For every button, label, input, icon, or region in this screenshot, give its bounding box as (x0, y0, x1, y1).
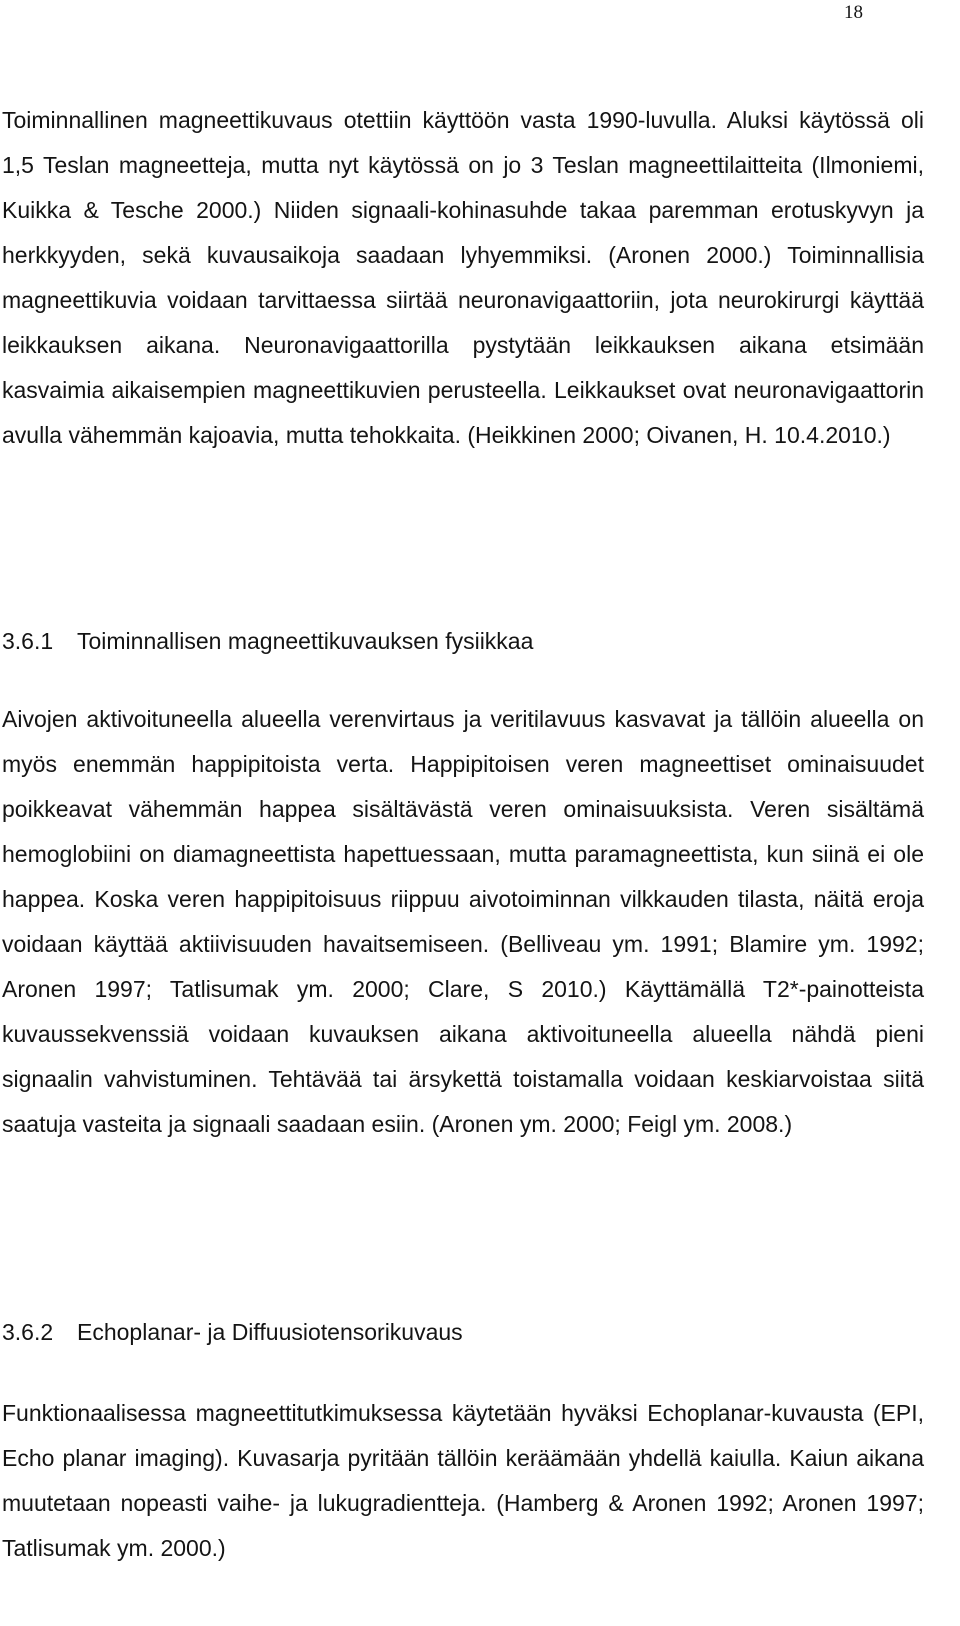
paragraph-physics: Aivojen aktivoituneella alueella verenvirtaus ja veritilavuus kasvavat ja tällöin alueella on myös enemmän happipitoista verta. Happipitoisen veren magneettiset ominaisuudet poikkeavat vähemmän happea sisältävästä veren ominaisuuksista. Veren sisältämä hemoglobiini on diamagneettista hapettuessaan, mutta paramagneettista, kun siinä ei ole happea. Koska veren happipitoisuus riippuu aivotoiminnan vilkkauden tilasta, näitä eroja voidaan käyttää aktiivisuuden havaitsemiseen. (Belliveau ym. 1991; Blamire ym. 1992; Aronen 1997; Tatlisumak ym. 2000; Clare, S 2010.) Käyttämällä T2*-painotteista kuvaussekvenssiä voidaan kuvauksen aikana aktivoituneella alueella nähdä pieni signaalin vahvistuminen. Tehtävää tai ärsykettä toistamalla voidaan keskiarvoistaa siitä saatuja vasteita ja signaali saadaan esiin. (Aronen ym. 2000; Feigl ym. 2008.) (2, 706, 924, 1137)
paragraph-echoplanar: Funktionaalisessa magneettitutkimuksessa käytetään hyväksi Echoplanar-kuvausta (EPI, Echo planar imaging). Kuvasarja pyritään tällöin keräämään yhdellä kaiulla. Kaiun aikana muutetaan nopeasti vaihe- ja lukugradientteja. (Hamberg & Aronen 1992; Aronen 1997; Tatlisumak ym. 2000.) (2, 1400, 924, 1561)
section-title: Toiminnallisen magneettikuvauksen fysiikkaa (77, 628, 534, 654)
section-title: Echoplanar- ja Diffuusiotensorikuvaus (77, 1319, 463, 1345)
section-heading-3-6-2 (2, 1310, 463, 1355)
page-number: 18 (844, 2, 863, 23)
paragraph-intro: Toiminnallinen magneettikuvaus otettiin käyttöön vasta 1990-luvulla. Aluksi käytössä oli 1,5 Teslan magneetteja, mutta nyt käytössä on jo 3 Teslan magneettilaitteita (Ilmoniemi, Kuikka & Tesche 2000.) Niiden signaali-kohinasuhde takaa paremman erotuskyvyn ja herkkyyden, sekä kuvausaikoja saadaan lyhyemmiksi. (Aronen 2000.) Toiminnallisia magneettikuvia voidaan tarvittaessa siirtää neuronavigaattoriin, jota neurokirurgi käyttää leikkauksen aikana. Neuronavigaattorilla pystytään leikkauksen aikana etsimään kasvaimia aikaisempien magneettikuvien perusteella. Leikkaukset ovat neuronavigaattorin avulla vähemmän kajoavia, mutta tehokkaita. (Heikkinen 2000; Oivanen, H. 10.4.2010.) (2, 107, 924, 448)
section-number: 3.6.2 (2, 1319, 54, 1345)
section-number: 3.6.1 (2, 628, 54, 654)
section-heading-3-6-1 (2, 619, 533, 664)
